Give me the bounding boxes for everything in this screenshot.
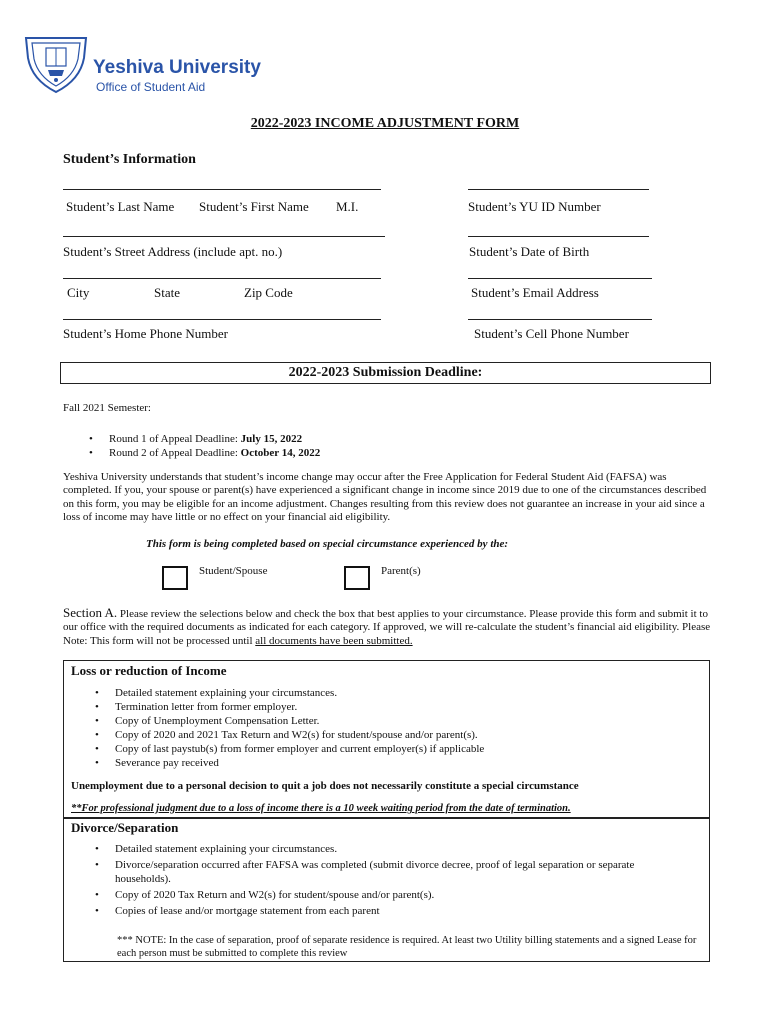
- loss-income-list: [95, 686, 695, 770]
- deadline-box: [60, 362, 711, 384]
- zip-label: Zip Code: [244, 285, 293, 300]
- email-input-line[interactable]: [468, 278, 652, 279]
- city-label: City: [67, 285, 90, 300]
- email-label: Student’s Email Address: [471, 285, 599, 300]
- street-input-line[interactable]: [63, 236, 385, 237]
- parents-checkbox[interactable]: [344, 566, 370, 590]
- dob-label: Student’s Date of Birth: [469, 244, 590, 259]
- unemployment-note: Unemployment due to a personal decision to quit a job does not necessarily constitute a special circumstance: [71, 780, 579, 792]
- street-label: Student’s Street Address (include apt. no.): [63, 244, 283, 259]
- student-spouse-checkbox[interactable]: [162, 566, 188, 590]
- city-state-zip-input-line[interactable]: [63, 278, 381, 279]
- divorce-heading: Divorce/Separation: [71, 820, 179, 835]
- deadline-list: [89, 432, 320, 460]
- yu-id-input-line[interactable]: [468, 189, 649, 190]
- section-a-label: Section A.: [63, 605, 118, 620]
- form-title: 2022-2023 INCOME ADJUSTMENT FORM: [250, 116, 520, 131]
- first-name-label: Student’s First Name: [199, 199, 309, 214]
- deadline-heading: 2022-2023 Submission Deadline:: [288, 365, 483, 380]
- list-item: • Copy of last paystub(s) from former employer and current employer(s) if applicable: [95, 742, 695, 756]
- mi-label: M.I.: [336, 199, 359, 214]
- list-item: • Detailed statement explaining your circumstances.: [95, 686, 695, 700]
- divorce-list: [95, 842, 675, 918]
- list-item: • Termination letter from former employer.: [95, 700, 695, 714]
- dob-input-line[interactable]: [468, 236, 649, 237]
- list-item: • Detailed statement explaining your circumstances.: [95, 842, 675, 856]
- state-label: State: [154, 285, 180, 300]
- university-name: Yeshiva University: [93, 57, 261, 78]
- last-name-label: Student’s Last Name: [66, 199, 175, 214]
- list-item: • Round 1 of Appeal Deadline: July 15, 2022: [89, 432, 320, 446]
- student-spouse-label: Student/Spouse: [199, 565, 268, 577]
- yu-id-label: Student’s YU ID Number: [468, 199, 601, 214]
- office-name: Office of Student Aid: [96, 80, 206, 94]
- list-item: • Round 2 of Appeal Deadline: October 14, 2022: [89, 446, 320, 460]
- home-phone-input-line[interactable]: [63, 319, 381, 320]
- university-seal-icon: [22, 34, 90, 94]
- list-item: • Copy of 2020 and 2021 Tax Return and W2(s) for student/spouse and/or parent(s).: [95, 728, 695, 742]
- list-item: • Copy of 2020 Tax Return and W2(s) for student/spouse and/or parent(s).: [95, 888, 675, 902]
- list-item: • Severance pay received: [95, 756, 695, 770]
- separation-note: *** NOTE: In the case of separation, proof of separate residence is required. At least two Utility billing statements and a signed Lease for each person must be submitted to complete this review: [117, 935, 697, 960]
- loss-income-heading: Loss or reduction of Income: [71, 663, 227, 678]
- section-a-text: Please review the selections below and check the box that best applies to your circumstance. Please provide this form and submit it to our office with the required documents as indicated for each category. If approved, we will re-calculate the student’s financial aid eligibility. Please Note: This form will not be processed until: [63, 608, 711, 647]
- cell-phone-label: Student’s Cell Phone Number: [474, 326, 629, 341]
- documents-required-note: all documents have been submitted.: [255, 634, 413, 647]
- student-info-heading: Student’s Information: [63, 152, 196, 167]
- waiting-period-note: **For professional judgment due to a loss of income there is a 10 week waiting period from the date of termination.: [71, 803, 571, 814]
- home-phone-label: Student’s Home Phone Number: [63, 326, 229, 341]
- list-item: • Copies of lease and/or mortgage statement from each parent: [95, 904, 675, 918]
- circumstance-prompt: This form is being completed based on special circumstance experienced by the:: [146, 538, 509, 550]
- intro-paragraph: Yeshiva University understands that student’s income change may occur after the Free Application for Federal Student Aid (FAFSA) was completed. If you, your spouse or parent(s) have experienced a significant change in income since 2019 due to one of the circumstances described on this form, you may be eligible for an income adjustment. Changes resulting from this review does not guarantee an increase in your aid since a loss of income may have little or no effect on your financial aid eligibility.: [63, 471, 707, 524]
- parents-label: Parent(s): [381, 565, 421, 577]
- section-a-paragraph: [63, 606, 713, 648]
- cell-phone-input-line[interactable]: [468, 319, 652, 320]
- list-item: • Divorce/separation occurred after FAFSA was completed (submit divorce decree, proof of legal separation or separate households).: [95, 858, 675, 886]
- semester-label: Fall 2021 Semester:: [63, 402, 151, 414]
- list-item: • Copy of Unemployment Compensation Letter.: [95, 714, 695, 728]
- name-input-line[interactable]: [63, 189, 381, 190]
